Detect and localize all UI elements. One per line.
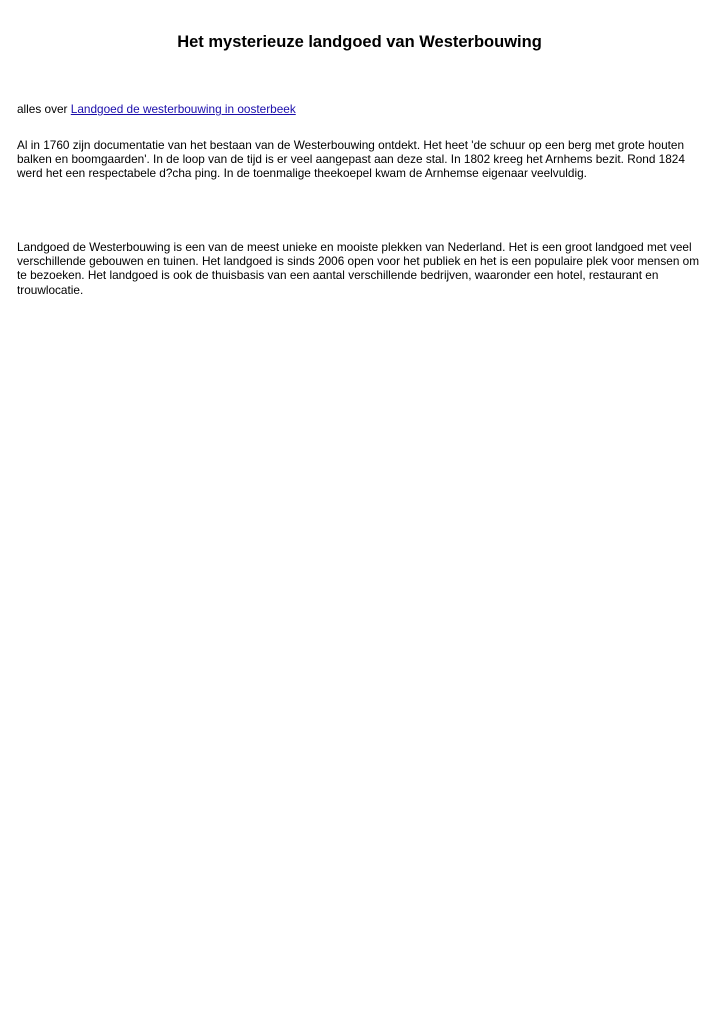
landgoed-link[interactable]: Landgoed de westerbouwing in oosterbeek: [70, 102, 296, 116]
page-title: Het mysterieuze landgoed van Westerbouwing: [177, 33, 542, 51]
paragraph-history: Al in 1760 zijn documentatie van het bestaan van de Westerbouwing ontdekt. Het heet 'de schuur op een berg met grote houten balken en boomgaarden'. In de loop van de tijd is er veel aangepast aan deze stal. In 1802 kreeg het Arnhems bezit. Rond 1824 werd het een respectabele d?cha ping. In de toenmalige theekoepel kwam de Arnhemse eigenaar veelvuldig.: [17, 138, 685, 181]
intro-line: [17, 102, 705, 116]
paragraph-description: Landgoed de Westerbouwing is een van de meest unieke en mooiste plekken van Nederland. Het is een groot landgoed met veel verschillende gebouwen en tuinen. Het landgoed is sinds 2006 open voor het publiek en het is een populaire plek voor mensen om te bezoeken. Het landgoed is ook de thuisbasis van een aantal verschillende bedrijven, waaronder een hotel, restaurant en trouwlocatie.: [17, 240, 700, 297]
intro-prefix: alles over: [17, 102, 71, 116]
